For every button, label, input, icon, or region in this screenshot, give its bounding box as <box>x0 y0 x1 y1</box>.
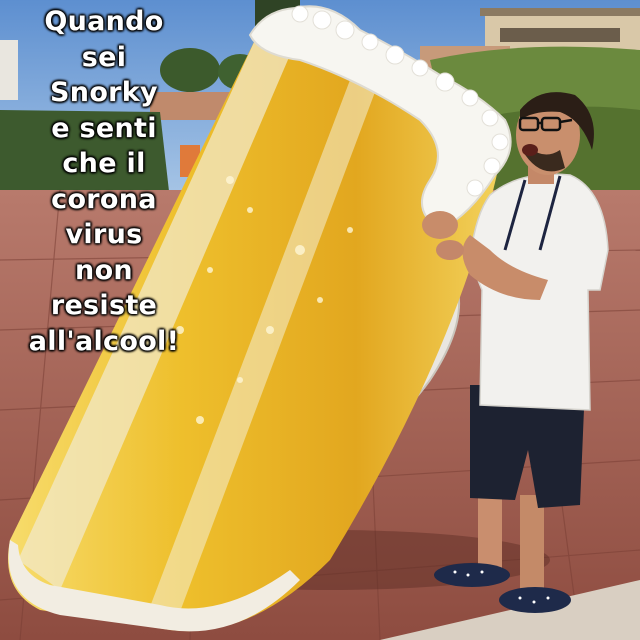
man-mouth <box>522 144 538 156</box>
caption-line-9: resiste <box>50 290 158 321</box>
man-leg-right <box>520 495 544 595</box>
caption-line-4: e senti <box>51 112 157 144</box>
man-hand-lower <box>436 240 464 260</box>
caption-line-8: non <box>75 254 133 286</box>
man-hand-upper <box>422 211 458 239</box>
man-shoe-left <box>434 563 510 587</box>
caption-line-10: all'alcool! <box>28 325 180 357</box>
building-right-windows <box>500 28 620 42</box>
caption-line-5: che il <box>62 148 146 179</box>
caption-line-7: virus <box>65 219 143 250</box>
caption-line-1: Quando <box>44 6 164 37</box>
meme-caption <box>0 4 208 359</box>
caption-line-3: Snorky <box>50 77 158 108</box>
man-shoe-right <box>499 587 571 613</box>
caption-line-2: sei <box>81 41 127 73</box>
caption-line-6: corona <box>51 183 157 215</box>
building-right-roof <box>480 8 640 16</box>
man-leg-left <box>478 495 502 575</box>
